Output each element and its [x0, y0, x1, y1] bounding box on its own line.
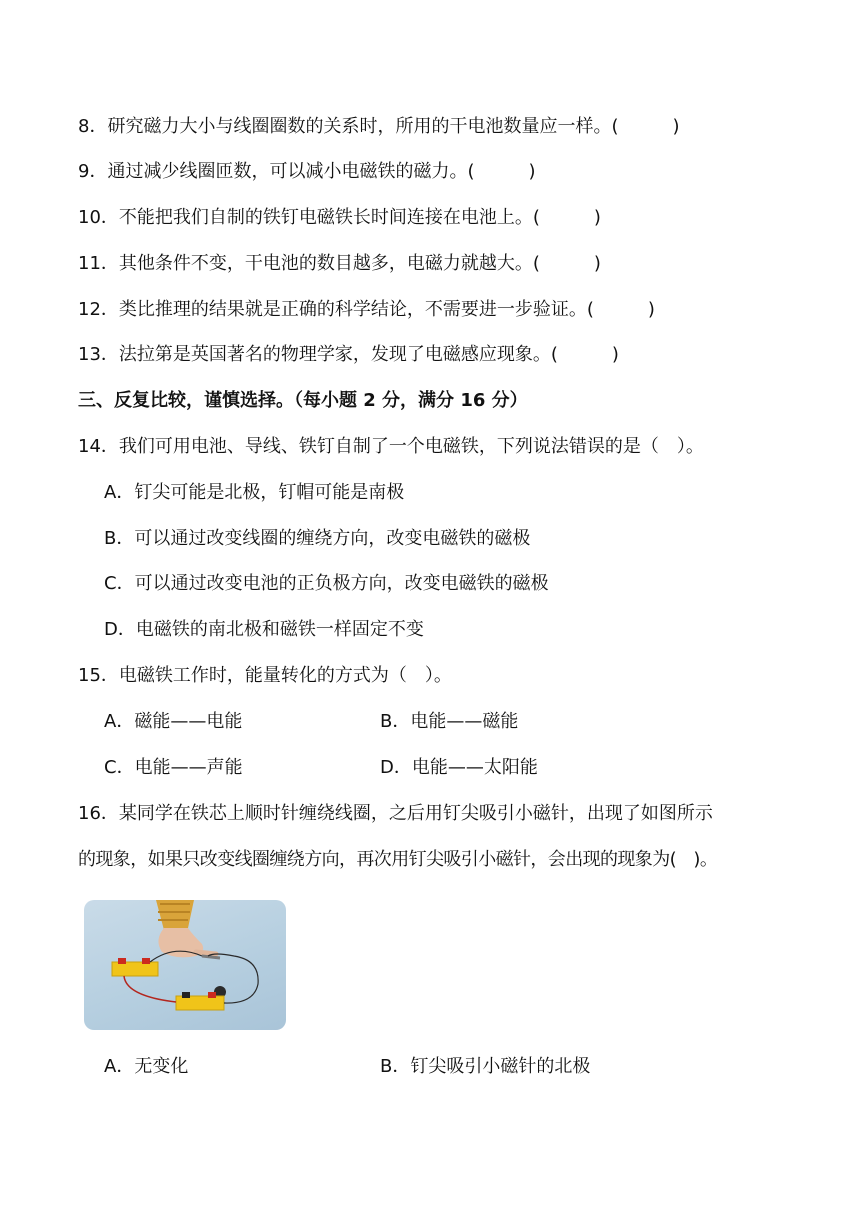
- question-11: [78, 252, 601, 276]
- question-number: 9．: [78, 161, 108, 182]
- question-number: 12．: [78, 299, 119, 320]
- option-a: A．磁能——电能: [104, 711, 243, 732]
- question-stem-line-1: 16．某同学在铁芯上顺时针缠绕线圈，之后用钉尖吸引小磁针，出现了如图所示: [78, 803, 713, 824]
- option-b: B．可以通过改变线圈的缠绕方向，改变电磁铁的磁极: [104, 528, 531, 549]
- question-text: 研究磁力大小与线圈圈数的关系时，所用的干电池数量应一样。( ): [107, 116, 680, 137]
- option-b: B．电能——磁能: [380, 711, 519, 732]
- question-number: 8．: [78, 116, 108, 137]
- question-text: 法拉第是英国著名的物理学家，发现了电磁感应现象。( ): [118, 344, 619, 365]
- question-stem: 15．电磁铁工作时，能量转化的方式为（ ）。: [78, 665, 452, 686]
- option-d: D．电能——太阳能: [380, 757, 538, 778]
- question-text: 不能把我们自制的铁钉电磁铁长时间连接在电池上。( ): [118, 207, 601, 228]
- question-12: [78, 298, 655, 322]
- photo-illustration: [84, 900, 286, 1030]
- question-8: [78, 115, 680, 139]
- question-13: [78, 343, 619, 367]
- question-number: 10．: [78, 207, 119, 228]
- question-stem: 14．我们可用电池、导线、铁钉自制了一个电磁铁，下列说法错误的是（ ）。: [78, 436, 704, 457]
- question-number: 13．: [78, 344, 119, 365]
- question-10: [78, 206, 601, 230]
- option-c: C．电能——声能: [104, 757, 243, 778]
- option-c: C．可以通过改变电池的正负极方向，改变电磁铁的磁极: [104, 573, 549, 594]
- section-3-heading: 三、反复比较，谨慎选择。（每小题 2 分，满分 16 分）: [78, 390, 528, 411]
- option-a: A．钉尖可能是北极，钉帽可能是南极: [104, 482, 405, 503]
- question-9: [78, 160, 536, 184]
- question-text: 通过减少线圈匝数，可以减小电磁铁的磁力。( ): [107, 161, 536, 182]
- option-d: D．电磁铁的南北极和磁铁一样固定不变: [104, 619, 424, 640]
- question-text: 其他条件不变，干电池的数目越多，电磁力就越大。( ): [118, 253, 601, 274]
- electromagnet-experiment-photo: [84, 900, 286, 1030]
- option-b: B．钉尖吸引小磁针的北极: [380, 1056, 591, 1077]
- question-text: 类比推理的结果就是正确的科学结论，不需要进一步验证。( ): [118, 299, 655, 320]
- option-a: A．无变化: [104, 1056, 189, 1077]
- question-stem-line-2: 的现象，如果只改变线圈缠绕方向，再次用钉尖吸引小磁针，会出现的现象为( )。: [78, 849, 718, 870]
- question-number: 11．: [78, 253, 119, 274]
